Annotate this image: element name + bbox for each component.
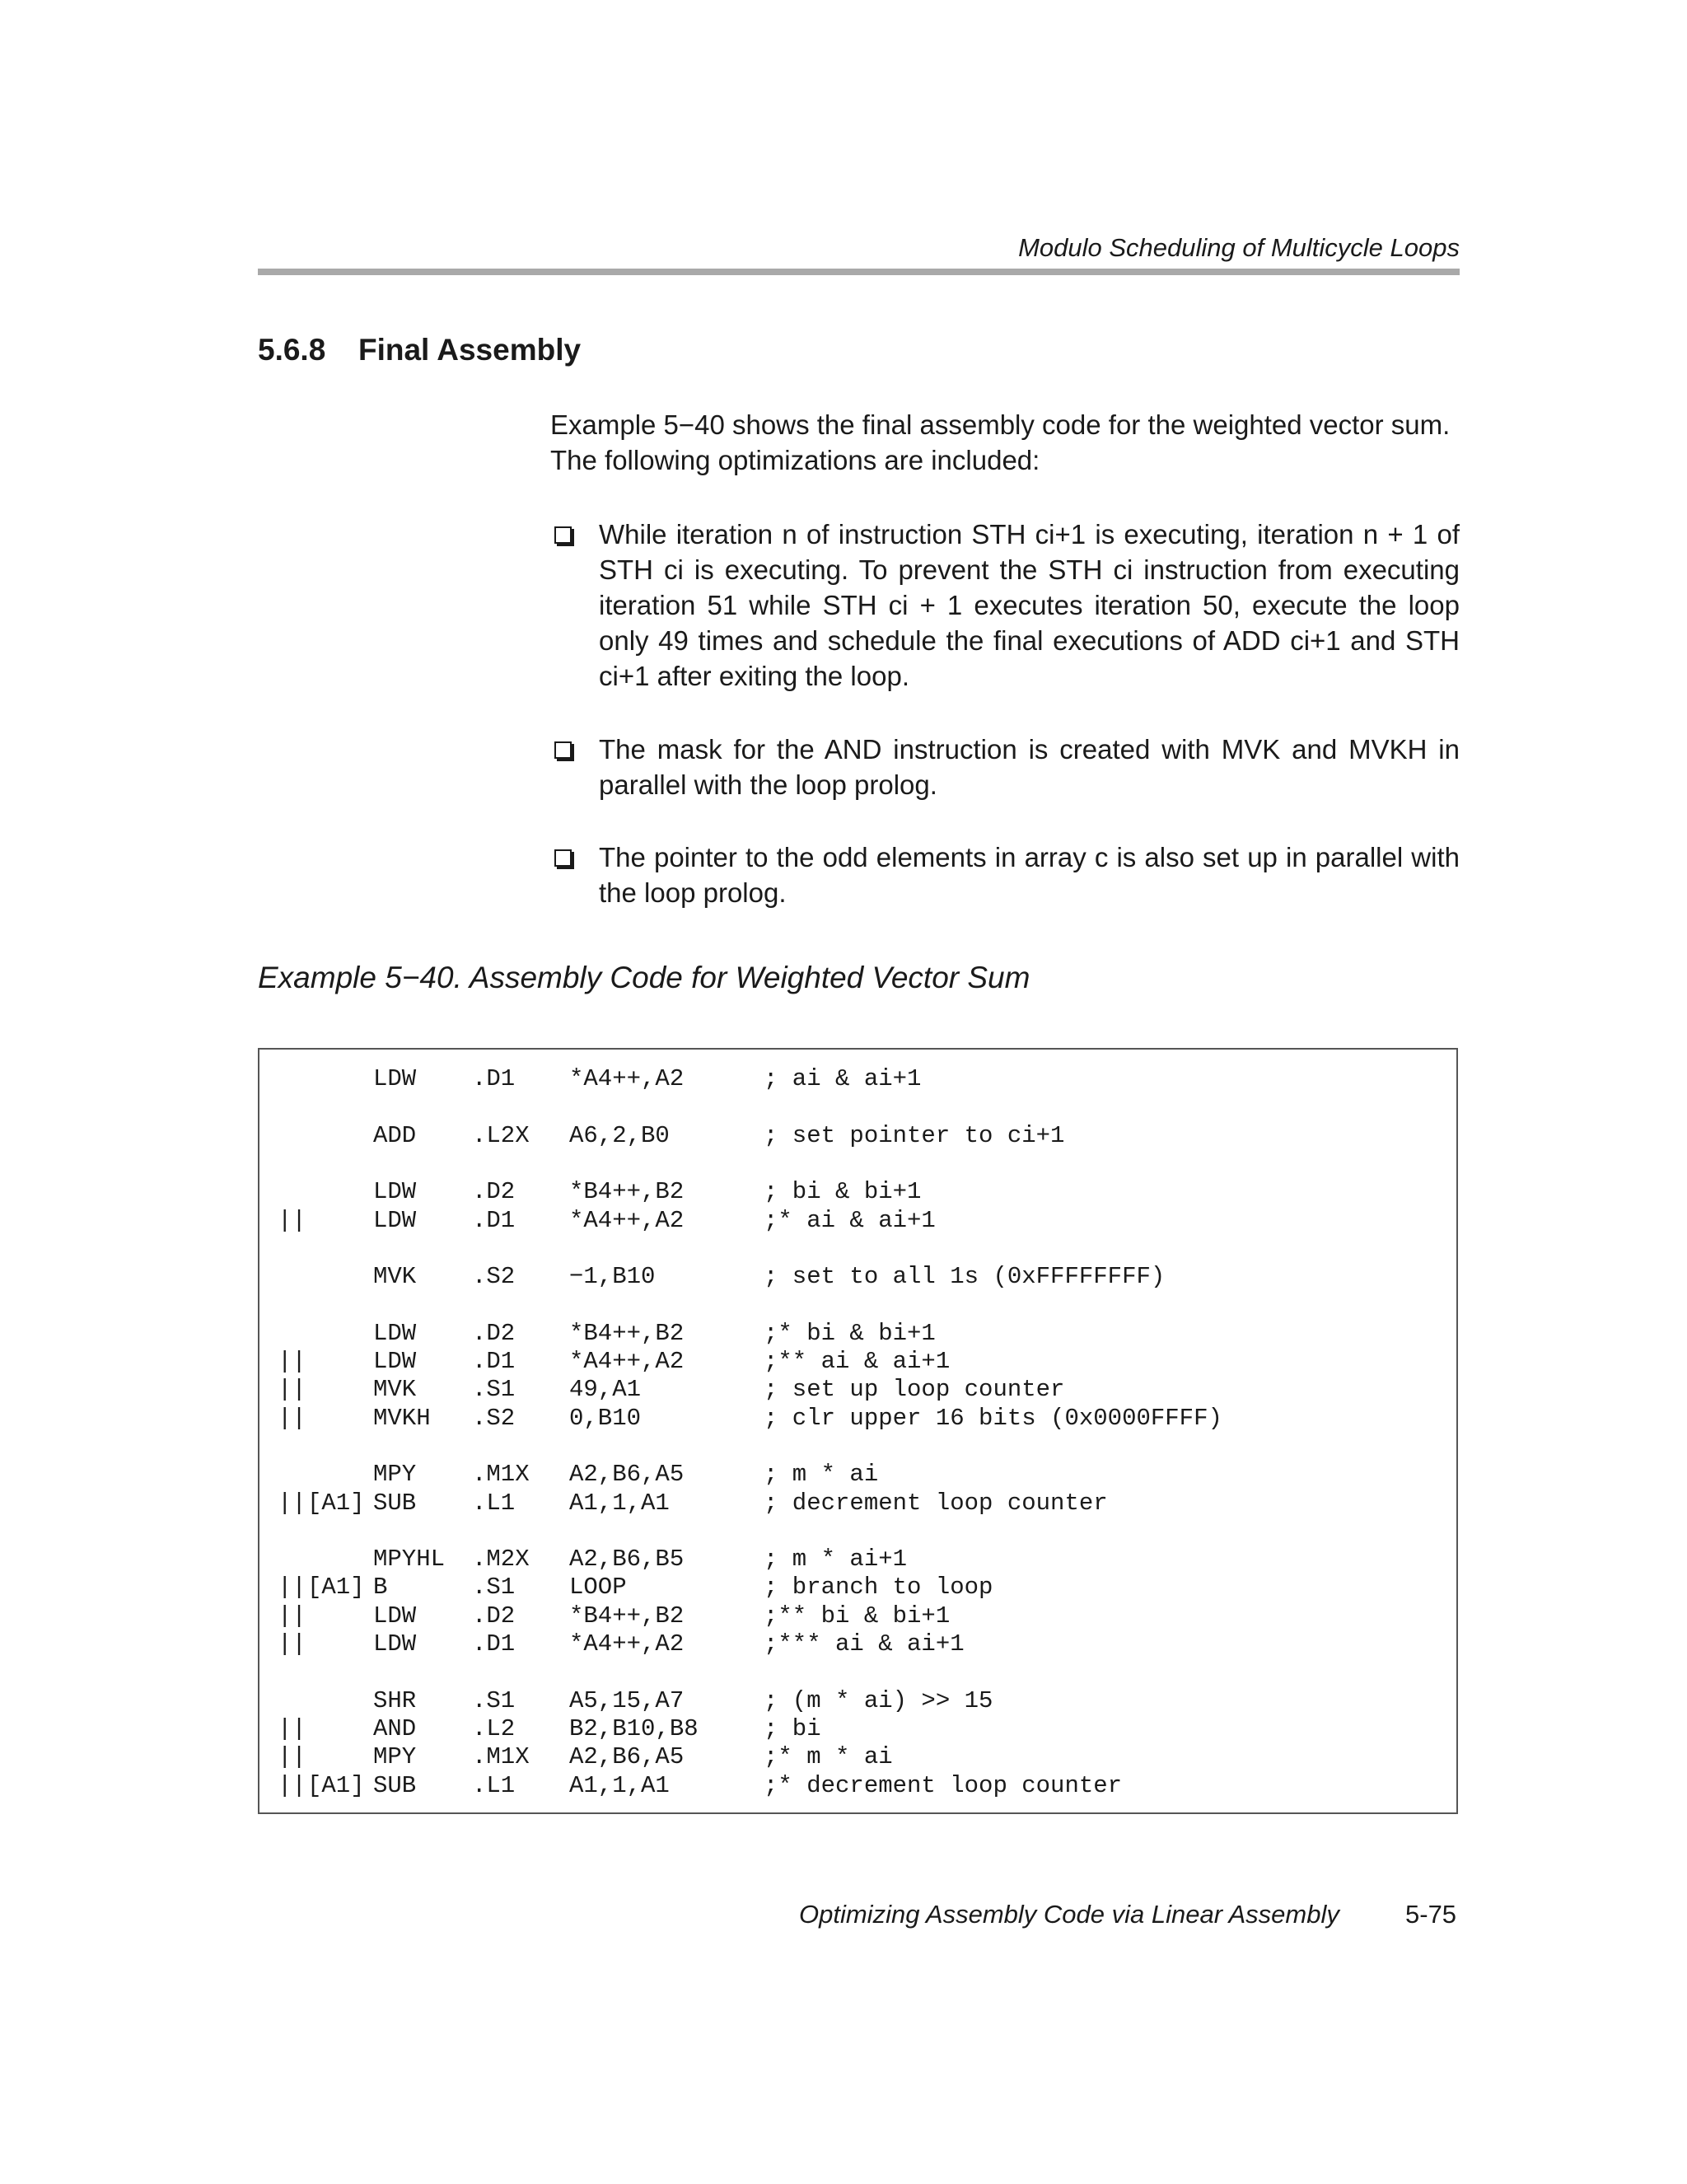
code-comment: ;* bi & bi+1 bbox=[764, 1319, 936, 1347]
operands: A6,2,B0 bbox=[569, 1121, 670, 1149]
header-rule bbox=[258, 269, 1460, 275]
condition-register: [A1] bbox=[307, 1489, 365, 1517]
operands: A5,15,A7 bbox=[569, 1686, 685, 1714]
operands: A2,B6,B5 bbox=[569, 1546, 685, 1574]
code-line bbox=[259, 1376, 1454, 1404]
opcode: LDW bbox=[373, 1206, 417, 1234]
code-comment: ;* ai & ai+1 bbox=[764, 1206, 936, 1234]
bullet-text: The mask for the AND instruction is created with MVK and MVKH in parallel with the loop prolog. bbox=[599, 734, 1460, 800]
functional-unit: .S1 bbox=[472, 1574, 516, 1602]
operands: 0,B10 bbox=[569, 1404, 642, 1432]
operands: *B4++,B2 bbox=[569, 1319, 685, 1347]
code-line bbox=[259, 1574, 1454, 1602]
code-line bbox=[259, 1348, 1454, 1376]
functional-unit: .M1X bbox=[472, 1461, 530, 1489]
opcode: MVKH bbox=[373, 1404, 431, 1432]
operands: 49,A1 bbox=[569, 1376, 642, 1404]
opcode: SUB bbox=[373, 1771, 417, 1799]
operands: −1,B10 bbox=[569, 1263, 656, 1291]
code-comment: ; decrement loop counter bbox=[764, 1489, 1108, 1517]
code-line bbox=[259, 1546, 1454, 1574]
functional-unit: .L1 bbox=[472, 1771, 516, 1799]
opcode: MPY bbox=[373, 1743, 417, 1771]
opcode: AND bbox=[373, 1714, 417, 1742]
parallel-marker: || bbox=[278, 1743, 306, 1771]
functional-unit: .L2X bbox=[472, 1121, 530, 1149]
functional-unit: .L1 bbox=[472, 1489, 516, 1517]
opcode: LDW bbox=[373, 1348, 417, 1375]
code-line bbox=[259, 1122, 1454, 1150]
code-comment: ; bi bbox=[764, 1714, 821, 1742]
code-comment: ;*** ai & ai+1 bbox=[764, 1630, 965, 1658]
functional-unit: .D1 bbox=[472, 1206, 516, 1234]
code-line bbox=[259, 1405, 1454, 1433]
code-comment: ; set up loop counter bbox=[764, 1376, 1065, 1404]
section-title: Final Assembly bbox=[358, 333, 582, 367]
parallel-marker: || bbox=[278, 1714, 306, 1742]
operands: A1,1,A1 bbox=[569, 1489, 670, 1517]
operands: *A4++,A2 bbox=[569, 1348, 685, 1375]
parallel-marker: || bbox=[278, 1574, 306, 1602]
code-comment: ; set to all 1s (0xFFFFFFFF) bbox=[764, 1263, 1166, 1291]
functional-unit: .D1 bbox=[472, 1630, 516, 1658]
parallel-marker: || bbox=[278, 1404, 306, 1432]
bullet-text: While iteration n of instruction STH ci+1 is executing, iteration n + 1 of STH ci is executing. To prevent the STH ci instruction from executing iteration 51 while STH ci + 1 executes iteration 50, execute the loop only 49 times and schedule the final executions of ADD ci+1 and STH ci+1 after exiting the loop. bbox=[599, 519, 1460, 691]
operands: *A4++,A2 bbox=[569, 1206, 685, 1234]
operands: A1,1,A1 bbox=[569, 1771, 670, 1799]
page-number: 5-75 bbox=[1405, 1900, 1457, 1929]
checkbox-bullet-icon bbox=[554, 849, 572, 867]
functional-unit: .M2X bbox=[472, 1546, 530, 1574]
functional-unit: .D2 bbox=[472, 1602, 516, 1630]
parallel-marker: || bbox=[278, 1630, 306, 1658]
functional-unit: .S2 bbox=[472, 1263, 516, 1291]
code-comment: ;** bi & bi+1 bbox=[764, 1602, 951, 1630]
running-header: Modulo Scheduling of Multicycle Loops bbox=[1018, 233, 1460, 262]
opcode: LDW bbox=[373, 1319, 417, 1347]
functional-unit: .D2 bbox=[472, 1178, 516, 1206]
section-heading bbox=[258, 333, 581, 367]
parallel-marker: || bbox=[278, 1771, 306, 1799]
functional-unit: .D2 bbox=[472, 1319, 516, 1347]
parallel-marker: || bbox=[278, 1206, 306, 1234]
code-line bbox=[259, 1630, 1454, 1658]
parallel-marker: || bbox=[278, 1376, 306, 1404]
example-caption: Example 5−40. Assembly Code for Weighted Vector Sum bbox=[258, 961, 1030, 994]
operands: A2,B6,A5 bbox=[569, 1461, 685, 1489]
opcode: B bbox=[373, 1574, 388, 1602]
code-line bbox=[259, 1602, 1454, 1630]
code-line bbox=[259, 1687, 1454, 1715]
code-line bbox=[259, 1743, 1454, 1771]
footer-title: Optimizing Assembly Code via Linear Assembly bbox=[799, 1900, 1339, 1929]
code-line bbox=[259, 1320, 1454, 1348]
code-comment: ; clr upper 16 bits (0x0000FFFF) bbox=[764, 1404, 1222, 1432]
operands: A2,B6,A5 bbox=[569, 1743, 685, 1771]
opcode: SUB bbox=[373, 1489, 417, 1517]
code-comment: ; bi & bi+1 bbox=[764, 1178, 922, 1206]
parallel-marker: || bbox=[278, 1489, 306, 1517]
code-line bbox=[259, 1772, 1454, 1800]
code-comment: ; branch to loop bbox=[764, 1574, 993, 1602]
code-listing bbox=[258, 1048, 1458, 1814]
opcode: MVK bbox=[373, 1263, 417, 1291]
bullet-text: The pointer to the odd elements in array c is also set up in parallel with the loop prolog. bbox=[599, 842, 1460, 908]
code-comment: ; ai & ai+1 bbox=[764, 1065, 922, 1092]
functional-unit: .D1 bbox=[472, 1348, 516, 1375]
operands: *B4++,B2 bbox=[569, 1178, 685, 1206]
code-line bbox=[259, 1178, 1454, 1206]
section-number: 5.6.8 bbox=[258, 333, 326, 367]
code-line bbox=[259, 1461, 1454, 1489]
opcode: MPY bbox=[373, 1461, 417, 1489]
code-comment: ;** ai & ai+1 bbox=[764, 1348, 951, 1375]
operands: *A4++,A2 bbox=[569, 1630, 685, 1658]
parallel-marker: || bbox=[278, 1602, 306, 1630]
opcode: LDW bbox=[373, 1630, 417, 1658]
code-line bbox=[259, 1263, 1454, 1291]
code-comment: ; set pointer to ci+1 bbox=[764, 1121, 1065, 1149]
functional-unit: .S2 bbox=[472, 1404, 516, 1432]
functional-unit: .L2 bbox=[472, 1714, 516, 1742]
functional-unit: .S1 bbox=[472, 1376, 516, 1404]
checkbox-bullet-icon bbox=[554, 741, 572, 759]
condition-register: [A1] bbox=[307, 1574, 365, 1602]
opcode: ADD bbox=[373, 1121, 417, 1149]
code-line bbox=[259, 1490, 1454, 1518]
code-line bbox=[259, 1065, 1454, 1093]
opcode: LDW bbox=[373, 1602, 417, 1630]
code-comment: ;* decrement loop counter bbox=[764, 1771, 1123, 1799]
functional-unit: .M1X bbox=[472, 1743, 530, 1771]
functional-unit: .D1 bbox=[472, 1065, 516, 1092]
code-comment: ; m * ai bbox=[764, 1461, 879, 1489]
operands: B2,B10,B8 bbox=[569, 1714, 699, 1742]
opcode: LDW bbox=[373, 1178, 417, 1206]
operands: LOOP bbox=[569, 1574, 627, 1602]
functional-unit: .S1 bbox=[472, 1686, 516, 1714]
opcode: MVK bbox=[373, 1376, 417, 1404]
code-comment: ;* m * ai bbox=[764, 1743, 893, 1771]
checkbox-bullet-icon bbox=[554, 526, 572, 544]
opcode: SHR bbox=[373, 1686, 417, 1714]
condition-register: [A1] bbox=[307, 1771, 365, 1799]
parallel-marker: || bbox=[278, 1348, 306, 1375]
code-comment: ; m * ai+1 bbox=[764, 1546, 908, 1574]
operands: *B4++,B2 bbox=[569, 1602, 685, 1630]
operands: *A4++,A2 bbox=[569, 1065, 685, 1092]
intro-paragraph: Example 5−40 shows the final assembly code for the weighted vector sum. The following optimizations are included: bbox=[550, 409, 1451, 475]
opcode: MPYHL bbox=[373, 1546, 446, 1574]
code-line bbox=[259, 1715, 1454, 1743]
opcode: LDW bbox=[373, 1065, 417, 1092]
code-line bbox=[259, 1207, 1454, 1235]
code-comment: ; (m * ai) >> 15 bbox=[764, 1686, 993, 1714]
